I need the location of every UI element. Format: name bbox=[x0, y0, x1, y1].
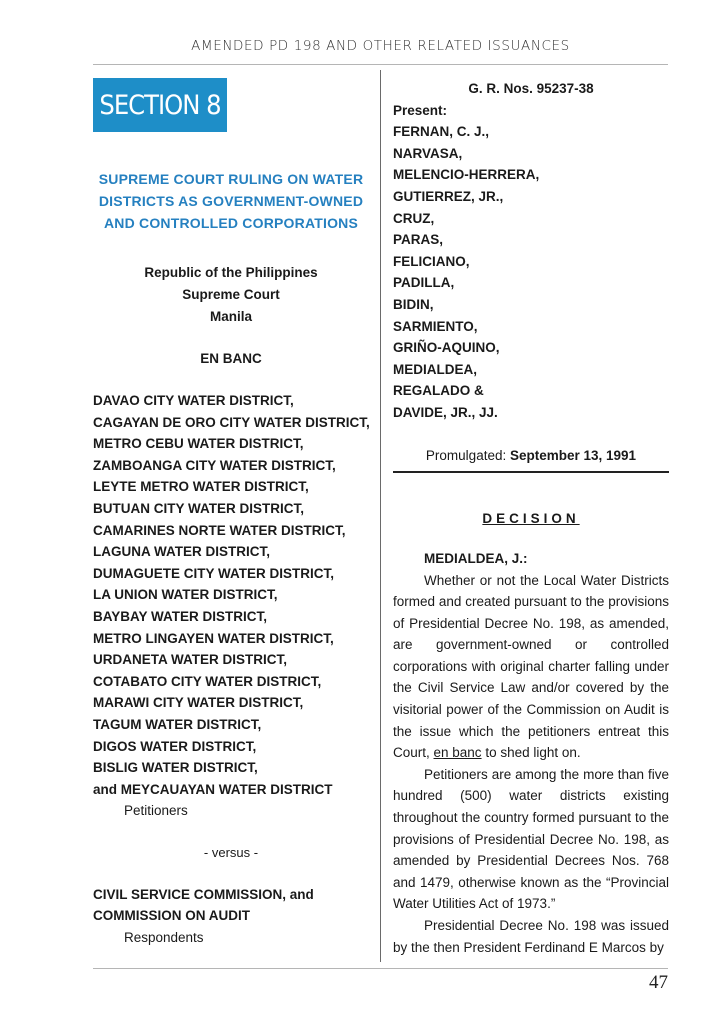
promulgated-line bbox=[393, 445, 669, 467]
promulgated-label: Promulgated: bbox=[425, 447, 507, 463]
decision-paragraph: Presidential Decree No. 198 was issued by the then President Ferdinand E Marcos by bbox=[393, 918, 669, 955]
petitioner-item: BAYBAY WATER DISTRICT, bbox=[93, 608, 268, 624]
en-banc-underlined: en banc bbox=[433, 745, 482, 761]
petitioner-item: DUMAGUETE CITY WATER DISTRICT, bbox=[93, 565, 335, 581]
court-line: Supreme Court bbox=[182, 287, 280, 302]
court-line: Manila bbox=[209, 309, 252, 324]
petitioner-item: BUTUAN CITY WATER DISTRICT, bbox=[93, 500, 304, 516]
page-number: 47 bbox=[649, 972, 668, 993]
petitioner-item: URDANETA WATER DISTRICT, bbox=[93, 652, 287, 668]
bench-item: DAVIDE, JR., JJ. bbox=[393, 404, 498, 420]
petitioner-item: DAVAO CITY WATER DISTRICT, bbox=[93, 393, 294, 408]
bench-item: BIDIN, bbox=[393, 296, 434, 312]
decision-body bbox=[393, 570, 669, 959]
section-title-line: SUPREME COURT RULING ON WATER bbox=[98, 171, 364, 187]
petitioner-item: CAMARINES NORTE WATER DISTRICT, bbox=[93, 522, 346, 538]
bench-item: MELENCIO-HERRERA, bbox=[393, 167, 540, 183]
promulgated-date: September 13, 1991 bbox=[509, 447, 637, 463]
paragraph-text: to shed light on. bbox=[481, 745, 581, 761]
petitioner-item: and MEYCAUAYAN WATER DISTRICT bbox=[93, 781, 333, 797]
section-title-line: DISTRICTS AS GOVERNMENT-OWNED bbox=[98, 193, 364, 209]
petitioner-item: ZAMBOANGA CITY WATER DISTRICT, bbox=[93, 457, 336, 473]
decision-heading: DECISION bbox=[482, 510, 580, 526]
bench-item: PARAS, bbox=[393, 232, 444, 248]
ponente-label: MEDIALDEA, J.: bbox=[424, 550, 528, 566]
bench-item: SARMIENTO, bbox=[393, 318, 478, 334]
petitioner-item: BISLIG WATER DISTRICT, bbox=[93, 760, 258, 776]
right-column bbox=[393, 78, 669, 958]
decision-paragraph bbox=[393, 570, 669, 764]
section-title-line: AND CONTROLLED CORPORATIONS bbox=[103, 215, 359, 231]
section-title bbox=[93, 168, 369, 234]
petitioners-list bbox=[93, 390, 369, 800]
running-header: AMENDED PD 198 AND OTHER RELATED ISSUANCES bbox=[191, 38, 570, 54]
petitioner-item: LEYTE METRO WATER DISTRICT, bbox=[93, 479, 309, 495]
bench-item: NARVASA, bbox=[393, 145, 463, 161]
bench-list bbox=[393, 100, 669, 424]
court-line: Republic of the Philippines bbox=[144, 265, 318, 280]
header-rule bbox=[93, 64, 668, 65]
bench-item: REGALADO & bbox=[393, 383, 484, 399]
case-number: G. R. Nos. 95237-38 bbox=[468, 81, 594, 96]
versus-label: - versus - bbox=[203, 844, 259, 860]
bench-item: GRIÑO-AQUINO, bbox=[393, 340, 500, 356]
petitioner-item: CAGAYAN DE ORO CITY WATER DISTRICT, bbox=[93, 414, 370, 430]
petitioner-item: LA UNION WATER DISTRICT, bbox=[93, 587, 278, 603]
respondent-item: CIVIL SERVICE COMMISSION, and bbox=[93, 886, 314, 902]
petitioner-item: MARAWI CITY WATER DISTRICT, bbox=[93, 695, 304, 711]
petitioner-item: METRO CEBU WATER DISTRICT, bbox=[93, 436, 304, 452]
petitioner-item: LAGUNA WATER DISTRICT, bbox=[93, 544, 270, 560]
respondents-list bbox=[93, 884, 369, 927]
column-divider bbox=[380, 70, 381, 962]
bench-item: PADILLA, bbox=[393, 275, 455, 291]
bench-item: FELICIANO, bbox=[393, 253, 470, 269]
footer-rule bbox=[93, 968, 668, 969]
bench-item: CRUZ, bbox=[393, 210, 435, 226]
left-column bbox=[93, 78, 369, 949]
section-badge: SECTION 8 bbox=[93, 78, 227, 132]
petitioner-item: TAGUM WATER DISTRICT, bbox=[93, 716, 262, 732]
bench-item: MEDIALDEA, bbox=[393, 361, 477, 377]
bench-item: Present: bbox=[393, 102, 448, 118]
petitioners-role: Petitioners bbox=[124, 803, 188, 819]
decision-paragraph: Petitioners are among the more than five hundred (500) water districts existing throughout the country formed pursuant to the provisions of Presidential Decree No. 198, as amended by Presidential Decrees Nos. 768 and 1479, otherwise known as the “Provincial Water Utilities Act of 1973.” bbox=[393, 766, 669, 912]
paragraph-text: Whether or not the Local Water Districts formed and created pursuant to the provisions of Presidential Decree No. 198, as amended, are government-owned or controlled corporations with original charter falling under the Civil Service Law and/or covered by the visitorial power of the Commission on Audit is the issue which the petitioners entreat this Court, bbox=[393, 572, 669, 761]
petitioner-item: METRO LINGAYEN WATER DISTRICT, bbox=[93, 630, 334, 646]
bench-item: FERNAN, C. J., bbox=[393, 124, 490, 140]
petitioner-item: COTABATO CITY WATER DISTRICT, bbox=[93, 673, 322, 689]
separator-rule bbox=[393, 471, 669, 473]
court-block bbox=[93, 262, 369, 328]
petitioner-item: DIGOS WATER DISTRICT, bbox=[93, 738, 257, 754]
bench-item: GUTIERREZ, JR., bbox=[393, 188, 504, 204]
respondent-item: COMMISSION ON AUDIT bbox=[93, 908, 250, 924]
en-banc-label: EN BANC bbox=[200, 351, 262, 366]
respondents-role: Respondents bbox=[124, 930, 204, 946]
